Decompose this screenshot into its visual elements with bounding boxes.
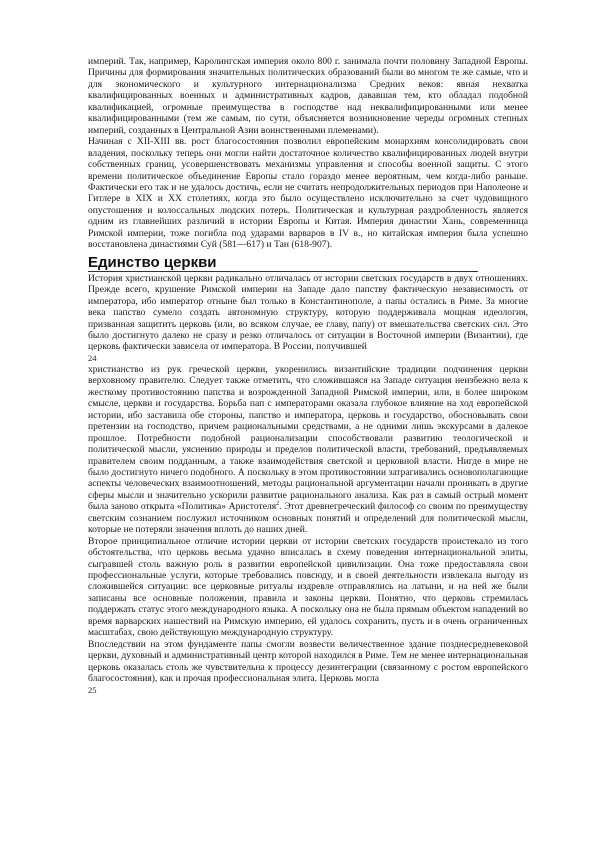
paragraph-later-church: Впоследствии на этом фундаменте папы смогли возвести величественное здание позднесредневековой церкви, духовный и административный центр которой находился в Риме. Тем не менее интернациональная церковь оказалась столь же чувствительна к процессу дезинтеграции (связанному с ростом европейского благосостояния), как и прочая профессиональная элита. Церковь могла [88, 638, 528, 685]
page-number-25: 25 [88, 684, 97, 695]
paragraph-consolidation: Начиная с XII-XIII вв. рост благосостояния позволил европейским монархиям консолидировать свои владения, поскольку теперь они могли найти достаточное количество квалифицированных людей внутри собственных границ, усовершенствовать механизмы управления и способы военной защиты. С этого времени политическое объединение Европы стало гораздо менее вероятным, чем когда-либо раньше. Фактически его так и не удалось достичь, если не считать непродолжительных периодов при Наполеоне и Гитлере в XIX и XX столетиях, когда это было осуществлено исключительно за счет чудовищного опустошения и колоссальных людских потерь. Политическая и культурная раздробленность является одним из главнейших различий в истории Европы и Китая. Империя династии Хань, современница Римской империи, тоже погибла под ударами варваров в IV в., но китайская империя была успешно восстановлена династиями Суй (581—617) и Тан (618-907). [88, 136, 528, 251]
paragraph-text-part-1: христианство из рук греческой церкви, укоренились византийские традиции подчинения церкви верховному правителю. Следует также отметить, что сложившаяся на Западе ситуация неизбежно вела к жесткому противостоянию папства и возрожденной Западной Римской империи, или, в более широком смысле, церкви и государства. Борьба пап с императорами оказала глубокое влияние на ход европейской истории, ибо заставила обе стороны, папство и императора, церковь и государство, обосновывать свои претензии на господство, причем рациональными средствами, а не одними лишь экскурсами в далекое прошлое. Потребности подобной рационализации способствовали развитию теологической и политической мысли, уяснению природы и пределов политической власти, требований, предъявляемых правителем своим подданным, а также взаимодействия светской и церковной власти. Нигде в мире не было достигнуто ничего подобного. А поскольку в этом противостоянии затрагивались основополагающие аспекты человеческих взаимоотношений, методы рациональной аргументации начали проникать в другие сферы мысли и значительно ускорили развитие рационального анализа. Как раз в самый острый момент была заново открыта «Политика» Аристотеля [88, 363, 528, 513]
section-heading: Единство церкви [88, 254, 478, 272]
page-number-24: 24 [88, 352, 97, 363]
paragraph-church-continuation [88, 364, 528, 536]
paragraph-second-difference: Второе принципиальное отличие истории церкви от истории светских государств проистекало из того обстоятельства, что церковь весьма удачно вписалась в схему поведения интернациональной элиты, сыгравшей столь важную роль в развитии европейской цивилизации. Она тоже предоставляла свои профессиональные услуги, которые требовались повсюду, и в своей деятельности извлекала выгоду из сложившейся ситуации: все церковные ритуалы издревле отправлялись на латыни, и на ней же были записаны все основные положения, правила и законы церкви. Понятно, что церковь стремилась поддержать статус этого международного языка. А поскольку она не была прямым объектом нападений во время варварских нашествий на Римскую империю, ей удалось сохранить, пусть и в очень ограниченных масштабах, свою действующую международную структуру. [88, 535, 528, 639]
document-page [88, 56, 528, 696]
paragraph-empires: империй. Так, например, Каролингская империя около 800 г. занимала почти половину Западной Европы. Причины для формирования значительных политических образований были во многом те же самые, что и для экономического и культурного интернационализма Средних веков: явная нехватка квалифицированных военных и административных кадров, дававшая тем, кто обладал подобной квалификацией, огромные преимущества в господстве над неквалифицированными или менее квалифицированными (тем же самым, по сути, объясняется возникновение череды огромных степных империй, созданных в Центральной Азии воинственными племенами). [88, 56, 528, 136]
paragraph-text-part-2: . Этот древнегреческий философ со своим по преимуществу светским сознанием послужил источником основных понятий и определений для политической мысли, которые не потеряли значения вплоть до наших дней. [88, 501, 529, 536]
footnote-mark: 2 [276, 501, 280, 508]
paragraph-church-history: История христианской церкви радикально отличалась от истории светских государств в двух отношениях. Прежде всего, крушение Римской империи на Западе дало папству фактическую независимость от императора, ибо император отныне был только в Константинополе, а папы остались в Риме. За многие века папство сумело создать автономную структуру, которую поддерживала мощная идеология, призванная защитить церковь (или, во всяком случае, ее главу, папу) от вмешательства светских сил. Это было достигнуто далеко не сразу и резко отличалось от ситуации в Восточной империи (Византии), где церковь фактически зависела от императора. В России, получившей [88, 272, 528, 353]
